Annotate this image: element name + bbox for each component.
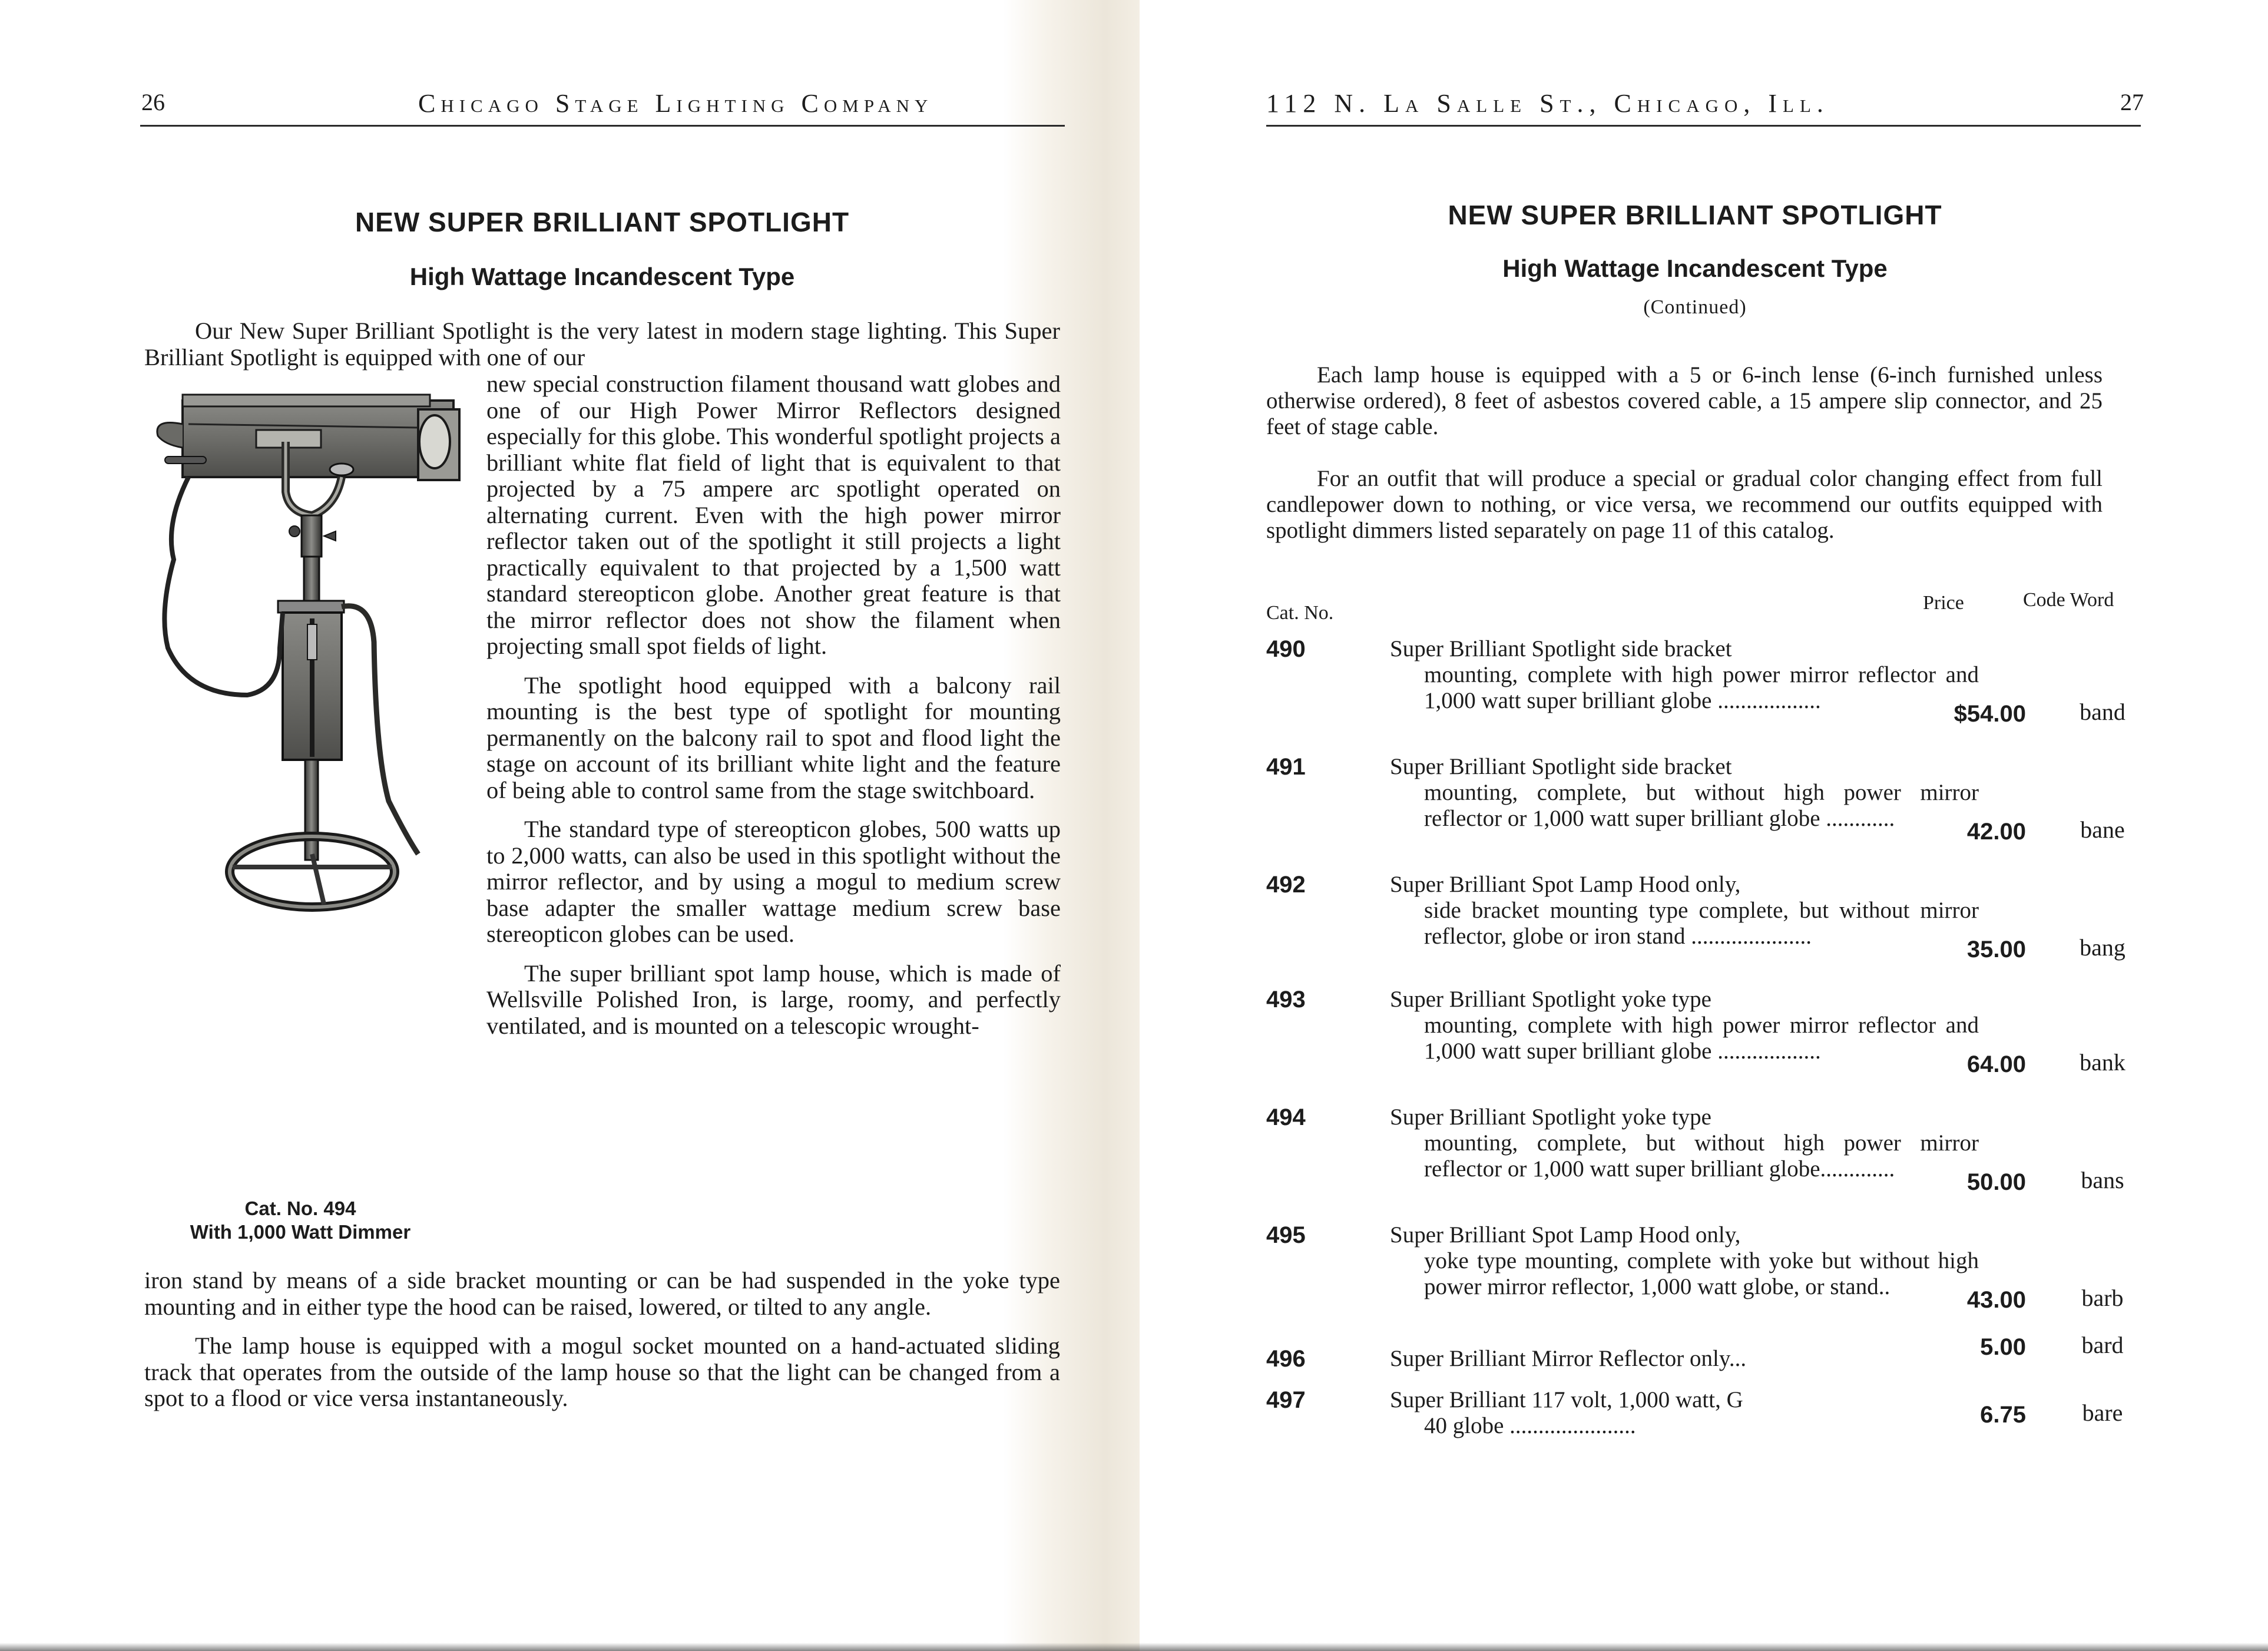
code-word: bane: [2080, 816, 2125, 843]
code-word: bang: [2080, 934, 2125, 961]
dimmer-box: [278, 601, 344, 760]
header-rule: [140, 125, 1065, 127]
price: 50.00: [1966, 1169, 2026, 1195]
price: 42.00: [1966, 819, 2026, 845]
section-subtitle: High Wattage Incandescent Type: [409, 263, 795, 290]
cat-no: 494: [1266, 1104, 1306, 1130]
description: Super Brilliant Mirror Reflector only...: [1390, 1346, 1747, 1371]
price: $54.00: [1954, 701, 2026, 727]
cat-no: 490: [1266, 636, 1306, 662]
lamp-house: [157, 395, 459, 480]
code-word: bard: [2081, 1332, 2124, 1358]
header-code-word: Code Word: [2023, 589, 2114, 611]
cat-no: 493: [1266, 987, 1306, 1013]
header-price: Price: [1923, 592, 1964, 614]
header-cat-no: Cat. No.: [1266, 602, 1334, 624]
price: 35.00: [1966, 937, 2026, 962]
section-subtitle: High Wattage Incandescent Type: [1502, 254, 1888, 282]
code-word: bare: [2082, 1399, 2123, 1426]
code-word: bans: [2081, 1167, 2124, 1193]
lower-text: [144, 1268, 1060, 1425]
description: Super Brilliant Spot Lamp Hood only, yoke type mounting, complete with yoke but without high power mirror reflector, 1,000 watt globe, or stand..: [1390, 1222, 1979, 1299]
description: Super Brilliant Spotlight side bracket mounting, complete, but without high power mirror reflector or 1,000 watt super brilliant globe ............: [1390, 754, 1979, 831]
wrapped-text-column: [486, 371, 1061, 1039]
paragraph-5: The lamp house is equipped with a mogul socket mounted on a hand-actuated sliding track that operates from the outside of the lamp house so that the light can be changed from a spot to a flood or vice versa instantaneously.: [144, 1332, 1060, 1411]
cat-no: 495: [1266, 1222, 1306, 1248]
price: 6.75: [1980, 1402, 2026, 1428]
description: Super Brilliant Spotlight yoke type mounting, complete, but without high power mirror reflector or 1,000 watt super brilliant globe.............: [1390, 1104, 1979, 1182]
page-number: 27: [2120, 89, 2144, 115]
description: Super Brilliant 117 volt, 1,000 watt, G 40 globe ......................: [1390, 1387, 1743, 1438]
lamp-house-paragraph: Each lamp house is equipped with a 5 or 6-inch lense (6-inch furnished unless otherwise ordered), 8 feet of asbestos covered cable, a 15 ampere slip connector, and 25 feet of stage cable.: [1266, 362, 2103, 439]
paragraph-4-start: The super brilliant spot lamp house, which is made of Wellsville Polished Iron, is large, roomy, and perfectly ventilated, and is mounted on a telescopic wrought-: [486, 960, 1061, 1039]
paragraph-3: The standard type of stereopticon globes, 500 watts up to 2,000 watts, can also be used in this spotlight without the mirror reflector, and by using a mogul to medium screw base adapter the smaller wattage medium screw base stereopticon globes can be used.: [486, 816, 1061, 947]
running-head: 112 N. La Salle St., Chicago, Ill.: [1266, 89, 1829, 118]
cat-no: 492: [1266, 872, 1306, 898]
description: Super Brilliant Spotlight side bracket mounting, complete with high power mirror reflector and 1,000 watt super brilliant globe ..................: [1390, 636, 1979, 713]
spotlight-illustration: [141, 389, 471, 1213]
paragraph-1: new special construction filament thousand watt globes and one of our High Power Mirror Reflectors designed especially for this globe. This wonderful spotlight projects a brilliant white flat field of light that is equivalent to that projected by a 75 ampere arc spotlight operated on alternating current. Even with the high power mirror reflector taken out of the spotlight it still projects a light practically equivalent to that projected by a 1,500 watt standard stereopticon globe. Another great feature is that the mirror reflector does not show the filament when projecting small spot fields of light.: [486, 370, 1061, 659]
code-word: barb: [2081, 1285, 2124, 1311]
figure-caption: [135, 1197, 465, 1244]
cat-no: 497: [1266, 1387, 1306, 1413]
cat-no: 496: [1266, 1346, 1306, 1372]
code-word: band: [2080, 699, 2125, 725]
price: 5.00: [1980, 1334, 2026, 1360]
description: Super Brilliant Spot Lamp Hood only, side bracket mounting type complete, but without mirror reflector, globe or iron stand .....................: [1390, 872, 1979, 949]
right-intro: [1266, 362, 2103, 557]
telescopic-stand: [289, 515, 336, 610]
continued-label: (Continued): [1643, 296, 1747, 318]
caption-description: With 1,000 Watt Dimmer: [190, 1221, 411, 1243]
section-title: NEW SUPER BRILLIANT SPOTLIGHT: [355, 207, 850, 237]
running-head: Chicago Stage Lighting Company: [418, 89, 933, 118]
intro-text: Our New Super Brilliant Spotlight is the very latest in modern stage lighting. This Super Brilliant Spotlight is equipped with one of our: [144, 317, 1060, 370]
cat-no: 491: [1266, 754, 1306, 780]
dimmer-paragraph: For an outfit that will produce a special or gradual color changing effect from full candlepower down to nothing, or vice versa, we recommend our outfits equipped with spotlight dimmers listed separately on page 11 of this catalog.: [1266, 466, 2103, 543]
paragraph-2: The spotlight hood equipped with a balcony rail mounting is the best type of spotlight for mounting permanently on the balcony rail to spot and flood light the stage on account of its brilliant white light and the feature of being able to control same from the stage switchboard.: [486, 671, 1061, 803]
page-number: 26: [141, 89, 165, 115]
price: 43.00: [1966, 1287, 2026, 1313]
section-title: NEW SUPER BRILLIANT SPOTLIGHT: [1448, 200, 1942, 230]
lower-pole: [305, 760, 318, 860]
caption-cat-no: Cat. No. 494: [244, 1197, 356, 1219]
scan-bottom-edge: [0, 1643, 2268, 1651]
code-word: bank: [2080, 1049, 2125, 1076]
price: 64.00: [1966, 1051, 2026, 1077]
description: Super Brilliant Spotlight yoke type mounting, complete with high power mirror reflector and 1,000 watt super brilliant globe ..................: [1390, 987, 1979, 1064]
paragraph-4-end: iron stand by means of a side bracket mounting or can be had suspended in the yoke type mounting and in either type the hood can be raised, lowered, or tilted to any angle.: [144, 1267, 1060, 1320]
header-rule: [1266, 125, 2141, 127]
